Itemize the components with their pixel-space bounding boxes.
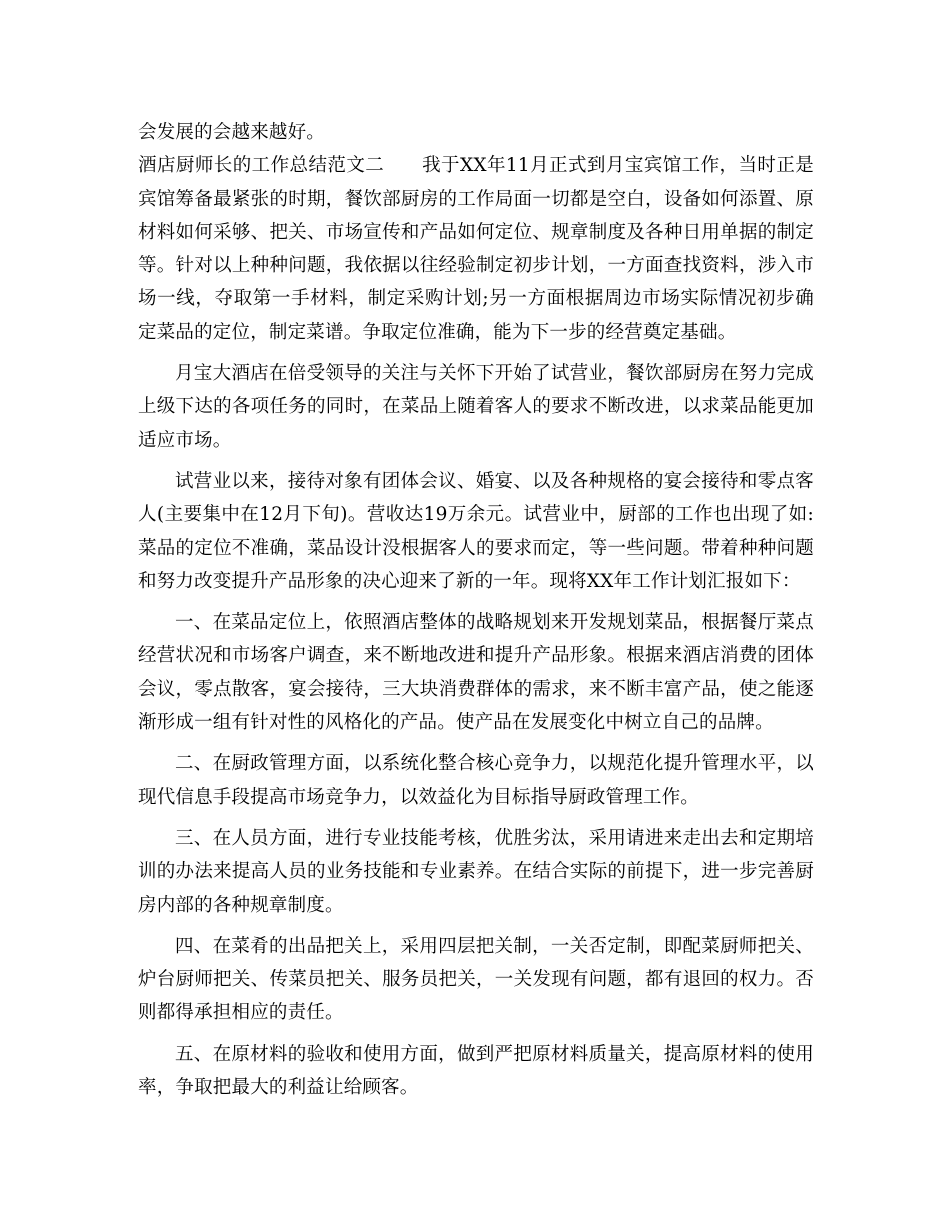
paragraph-plan-item-4: 四、在菜肴的出品把关上，采用四层把关制，一关否定制，即配菜厨师把关、炉台厨师把关、传菜员把关、服务员把关，一关发现有问题，都有退回的权力。否则都得承担相应的责任。 — [138, 935, 814, 1024]
paragraph-plan-item-3: 三、在人员方面，进行专业技能考核，优胜劣汰，采用请进来走出去和定期培训的办法来提高人员的业务技能和专业素养。在结合实际的前提下，进一步完善厨房内部的各种规章制度。 — [138, 827, 814, 916]
paragraph-plan-item-1: 一、在菜品定位上，依照酒店整体的战略规划来开发规划菜品，根据餐厅菜点经营状况和市场客户调查，来不断地改进和提升产品形象。根据来酒店消费的团体会议，零点散客，宴会接待，三大块消费群体的需求，来不断丰富产品，使之能逐渐形成一组有针对性的风格化的产品。使产品在发展变化中树立自己的品牌。 — [138, 612, 814, 734]
paragraph-continuation: 会发展的会越来越好。 — [138, 122, 326, 143]
paragraph-title-intro: 酒店厨师长的工作总结范文二 我于XX年11月正式到月宝宾馆工作，当时正是宾馆筹备最紧张的时期，餐饮部厨房的工作局面一切都是空白，设备如何添置、原材料如何采够、把关、市场宣传和产品如何定位、规章制度及各种日用单据的制定等。针对以上种种问题，我依据以往经验制定初步计划，一方面查找资料，涉入市场一线，夺取第一手材料，制定采购计划;另一方面根据周边市场实际情况初步确定菜品的定位，制定菜谱。争取定位准确，能为下一步的经营奠定基础。 — [138, 155, 814, 343]
document-body — [138, 116, 814, 1104]
paragraph-plan-item-5: 五、在原材料的验收和使用方面，做到严把原材料质量关，提高原材料的使用率，争取把最大的利益让给顾客。 — [138, 1043, 814, 1099]
paragraph-trial-summary: 试营业以来，接待对象有团体会议、婚宴、以及各种规格的宴会接待和零点客人(主要集中在12月下旬)。营收达19万余元。试营业中，厨部的工作也出现了如:菜品的定位不准确，菜品设计没根据客人的要求而定，等一些问题。带着种种问题和努力改变提升产品形象的决心迎来了新的一年。现将XX年工作计划汇报如下： — [138, 470, 814, 592]
paragraph-trial-opening: 月宝大酒店在倍受领导的关注与关怀下开始了试营业，餐饮部厨房在努力完成上级下达的各项任务的同时，在菜品上随着客人的要求不断改进，以求菜品能更加适应市场。 — [138, 363, 814, 451]
paragraph-plan-item-2: 二、在厨政管理方面，以系统化整合核心竞争力，以规范化提升管理水平，以现代信息手段提高市场竞争力，以效益化为目标指导厨政管理工作。 — [138, 753, 814, 808]
